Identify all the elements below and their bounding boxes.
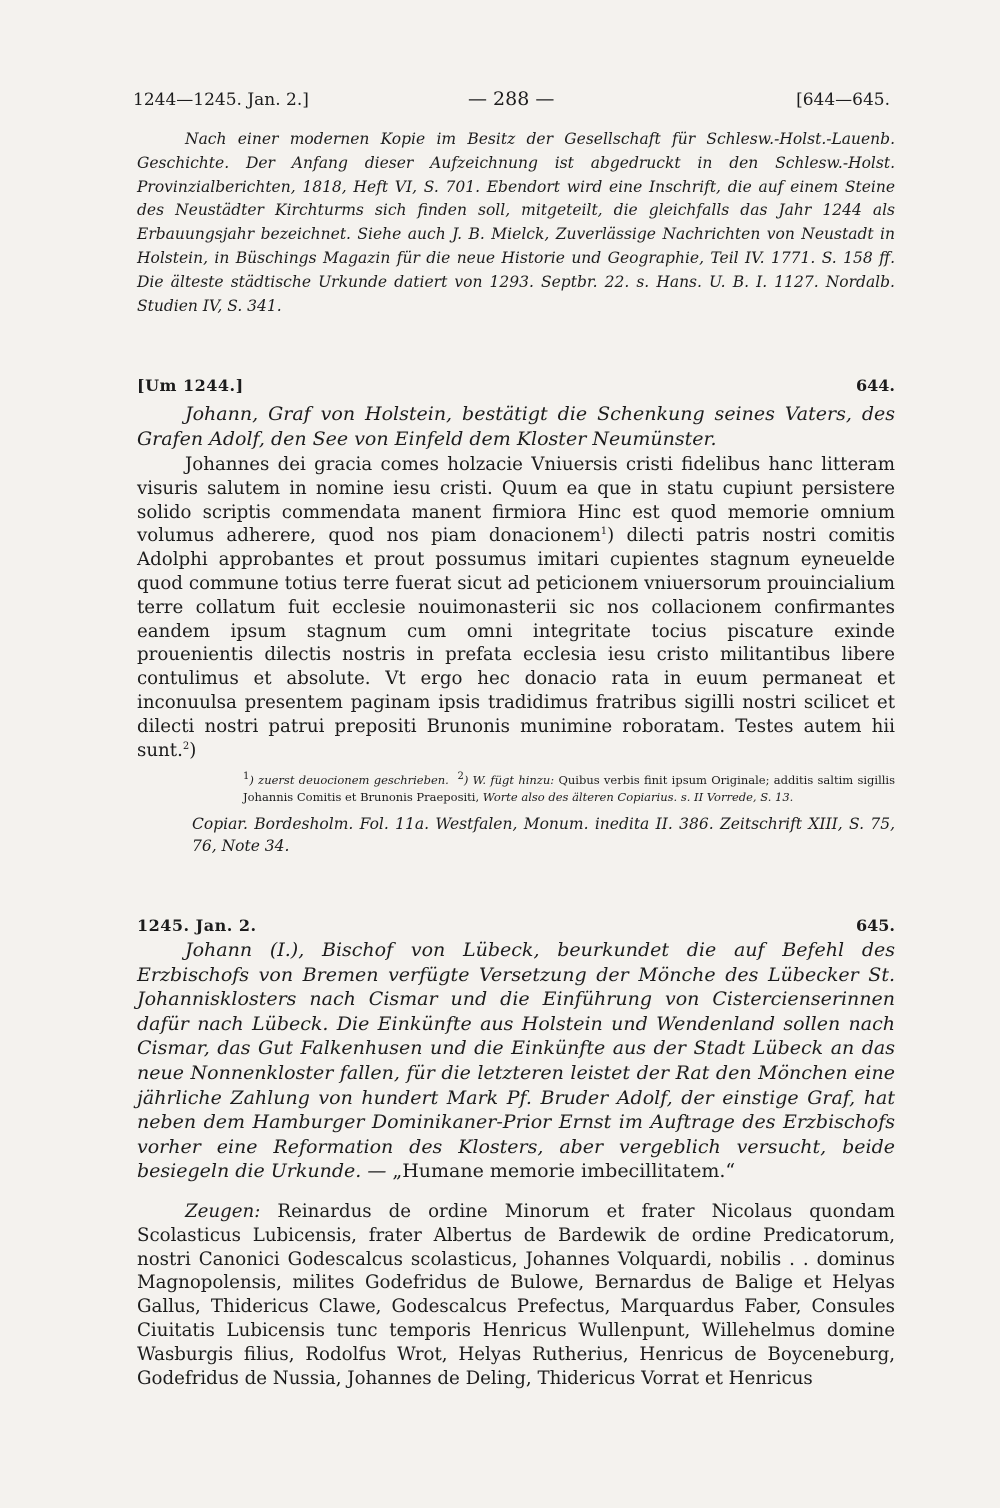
- entry-644-footnotes: [243, 772, 895, 806]
- witnesses-label: Zeugen:: [185, 1201, 261, 1222]
- footnote-2-comment: Worte also des älteren Copiarius. s. II Vorrede, S. 13.: [482, 790, 794, 804]
- entry-644-source: Copiar. Bordesholm. Fol. 11a. Westfalen, Monum. inedita II. 386. Zeitschrift XIII, S. 75, 76, Note 34.: [192, 815, 895, 855]
- entry-645-witnesses: [137, 1200, 895, 1390]
- entry-644-heading: [137, 376, 895, 400]
- entry-645-summary-text: Johann (I.), Bischof von Lübeck, beurkundet die auf Befehl des Erzbischofs von Bremen verfügte Versetzung der Mönche des Lübecker St. Johannisklosters nach Cismar und die Einführung von Cistercienserinnen dafür nach Lübeck. Die Einkünfte aus Holstein und Wendenland sollen nach Cismar, das Gut Falkenhusen und die Einkünfte aus der Stadt Lübeck an das neue Nonnenkloster fallen, für die letzteren leistet der Rat den Mönchen eine jährliche Zahlung von hundert Mark Pf. Bruder Adolf, der einstige Graf, hat neben dem Hamburger Dominikaner-Prior Ernst im Auftrage des Erzbischofs vorher eine Reformation des Klosters, aber vergeblich versucht, beide besiegeln die Urkunde. —: [137, 939, 895, 1183]
- entry-644-number: 644.: [856, 376, 895, 395]
- entry-644-summary: Johann, Graf von Holstein, bestätigt die Schenkung seines Vaters, des Grafen Adolf, den See von Einfeld dem Kloster Neumünster.: [137, 403, 895, 450]
- footnote-2-number: 2: [457, 771, 464, 783]
- page-number: — 288 —: [468, 88, 555, 110]
- footnote-ref-2: 2: [182, 740, 190, 752]
- footnote-ref-1: 1: [600, 526, 608, 538]
- entry-645-heading: [137, 916, 895, 940]
- witnesses-list: Reinardus de ordine Minorum et frater Nicolaus quondam Scolasticus Lubicensis, frater Albertus de Bardewik de ordine Predicatorum, nostri Canonici Godescalcus scolasticus, Johannes Volquardi, nobilis . . dominus Magnopolensis, milites Godefridus de Bulowe, Bernardus de Balige et Helyas Gallus, Thidericus Clawe, Godescalcus Prefectus, Marquardus Faber, Consules Ciuitatis Lubicensis tunc temporis Henricus Wullenpunt, Willehelmus domine Wasburgis filius, Rodolfus Wrot, Helyas Rutherius, Henricus de Boyceneburg, Godefridus de Nussia, Johannes de Deling, Thidericus Vorrat et Henricus: [137, 1201, 895, 1389]
- entry-644-text-part-c: ): [189, 739, 197, 761]
- footnote-1-number: 1: [243, 771, 250, 783]
- entry-645-date: 1245. Jan. 2.: [137, 916, 257, 935]
- entry-644-date: [Um 1244.]: [137, 376, 244, 395]
- entry-644-text-part-b: ) dilecti patris nostri comitis Adolphi approbantes et prout possumus imitari cupientes stagnum eyneuelde quod commune totius terre fuerat sicut ad peticionem vniuersorum prouincialium terre collatum fuit ecclesie nouimonasterii sic nos collacionem confirmantes eandem ipsum stagnum cum omni integritate tocius piscature exinde prouenientis dilectis nostris in prefata ecclesia iesu cristo militantibus libere contulimus et absolute. Vt ergo hec donacio rata in euum permaneat et inconuulsa presentem paginam ipsis tradidimus fratribus sigilli nostri scilicet et dilecti nostri patrui prepositi Brunonis munimine roboratam. Testes autem hii sunt.: [137, 525, 896, 761]
- entry-644-text-part-a: Johannes dei gracia comes holzacie Vniuersis cristi fidelibus hanc litteram visuris salutem in nomine iesu cristi. Quum ea que in statu cupiunt persistere solido scriptis commendata manent firmiora Hinc est quod memorie omnium volumus adherere, quod nos piam donacionem: [137, 454, 895, 547]
- footnote-2-lead: ) W. fügt hinzu:: [463, 773, 555, 787]
- note-previous-entry: Nach einer modernen Kopie im Besitz der Gesellschaft für Schlesw.-Holst.-Lauenb. Geschichte. Der Anfang dieser Aufzeichnung ist abgedruckt in den Schlesw.-Holst. Provinzialberichten, 1818, Heft VI, S. 701. Ebendort wird eine Inschrift, die auf einem Steine des Neustädter Kirchturms sich finden soll, mitgeteilt, die gleichfalls das Jahr 1244 als Erbauungsjahr bezeichnet. Siehe auch J. B. Mielck, Zuverlässige Nachrichten von Neustadt in Holstein, in Büschings Magazin für die neue Historie und Geographie, Teil IV. 1771. S. 158 ff. Die älteste städtische Urkunde datiert von 1293. Septbr. 22. s. Hans. U. B. I. 1127. Nordalb. Studien IV, S. 341.: [137, 130, 895, 315]
- entry-645-summary: [137, 938, 895, 1184]
- entry-645-number: 645.: [856, 916, 895, 935]
- header-date-range: 1244—1245. Jan. 2.]: [133, 90, 309, 110]
- entry-645-incipit: „Humane memorie imbecillitatem.“: [386, 1160, 736, 1183]
- header-entry-range: [644—645.: [796, 90, 890, 110]
- footnote-2-quote: Quibus verbis finit ipsum Originale; additis saltim sigillis Johannis Comitis et Brunonis Praepositi,: [243, 773, 896, 804]
- footnote-1-text: ) zuerst deuocionem geschrieben.: [249, 773, 449, 787]
- entry-644-text: [137, 453, 895, 762]
